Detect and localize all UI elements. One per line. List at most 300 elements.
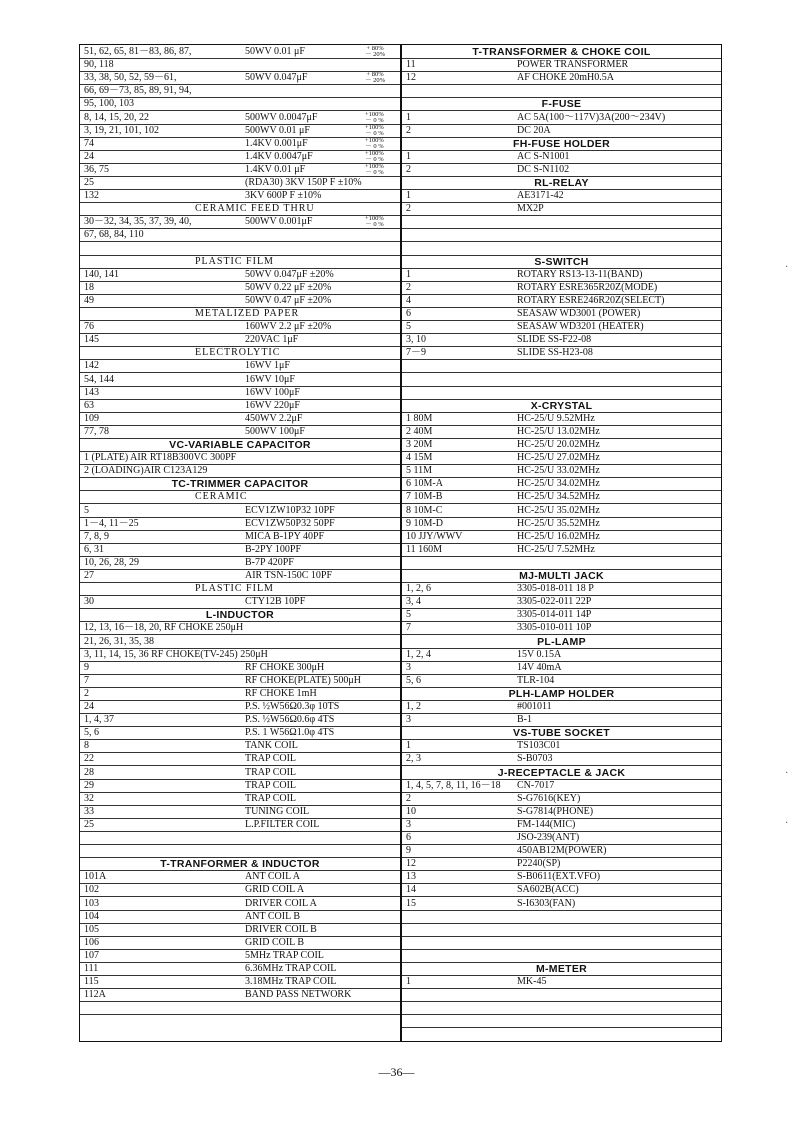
ref-numbers: 1－4, 11－25 <box>84 517 139 529</box>
right-table-row <box>402 243 721 256</box>
ref-numbers: 10 JJY/WWV <box>406 530 463 542</box>
left-table-row <box>80 308 400 321</box>
part-spec: P2240(SP) <box>517 858 561 870</box>
ref-numbers: 109 <box>84 412 99 424</box>
left-table-row <box>80 950 400 963</box>
part-spec: ROTARY ESRE365R20Z(MODE) <box>517 281 658 293</box>
right-table-row <box>402 518 721 531</box>
part-spec: 16WV 10μF <box>245 373 295 385</box>
part-spec: SLIDE SS-H23-08 <box>517 347 593 359</box>
ref-numbers: 143 <box>84 386 99 398</box>
ref-numbers: 140, 141 <box>84 268 119 280</box>
part-spec: CN-7017 <box>517 779 555 791</box>
section-header: L-INDUCTOR <box>205 609 275 622</box>
left-table-row <box>80 832 400 845</box>
right-table-row <box>402 229 721 242</box>
part-spec: 16WV 220μF <box>245 399 300 411</box>
section-header: T-TRANFORMER & INDUCTOR <box>160 858 320 871</box>
part-spec: 3KV 600P F ±10% <box>245 190 322 202</box>
section-header: S-SWITCH <box>534 255 589 268</box>
left-table-row <box>80 400 400 413</box>
ref-numbers: 1 <box>406 268 411 280</box>
part-spec: S-B0703 <box>517 753 553 765</box>
part-spec: FM-144(MIC) <box>517 818 576 830</box>
right-table-row <box>402 531 721 544</box>
tolerance: +100% － 0 % <box>365 163 384 176</box>
left-table-row <box>80 282 400 295</box>
ref-numbers: 14 <box>406 884 416 896</box>
part-spec: 50WV 0.047μF ±20% <box>245 268 334 280</box>
section-header: J-RECEPTACLE & JACK <box>497 766 626 779</box>
right-table-row <box>402 72 721 85</box>
part-spec: 500WV 0.01 μF <box>245 124 310 136</box>
subsection-label: METALIZED PAPER <box>195 308 300 319</box>
right-table-row <box>402 858 721 871</box>
ref-numbers: 7, 8, 9 <box>84 530 109 542</box>
right-table-row <box>402 347 721 360</box>
part-spec: 3.18MHz TRAP COIL <box>245 976 337 988</box>
ref-numbers: 12 <box>406 72 416 84</box>
section-header: M-METER <box>535 963 588 975</box>
right-table-row <box>402 819 721 832</box>
ref-numbers: 5 11M <box>406 465 433 477</box>
ref-numbers: 6, 31 <box>84 543 104 555</box>
ref-numbers: 8 <box>84 740 89 752</box>
ref-numbers: 1 <box>406 976 411 988</box>
ref-numbers: 8 10M-C <box>406 504 443 516</box>
part-spec: HC-25/U 9.52MHz <box>517 412 595 424</box>
ref-numbers: 76 <box>84 321 94 333</box>
subsection-label: ELECTROLYTIC <box>195 347 281 359</box>
part-spec: HC-25/U 7.52MHz <box>517 543 595 555</box>
ref-numbers: 3, 10 <box>406 334 426 346</box>
scan-mark: · <box>785 768 789 779</box>
ref-numbers: 6 <box>406 308 411 319</box>
ref-numbers: 33 <box>84 805 94 817</box>
left-table-row <box>80 518 400 531</box>
left-table-row <box>80 622 400 635</box>
right-table-row <box>402 950 721 963</box>
left-table-row <box>80 387 400 400</box>
part-spec: P.S. ½W56Ω0.3φ 10TS <box>245 701 340 712</box>
part-spec: TS103C01 <box>517 740 561 752</box>
ref-numbers: 1 (PLATE) AIR RT18B300VC 300PF <box>84 452 237 464</box>
left-table-row <box>80 452 400 465</box>
ref-numbers: 25 <box>84 177 94 188</box>
ref-numbers: 2 <box>406 124 411 136</box>
ref-numbers: 7 <box>84 674 89 686</box>
section-header: RL-RELAY <box>534 177 589 189</box>
left-table-row <box>80 295 400 308</box>
left-table-row <box>80 780 400 793</box>
section-header: PLH-LAMP HOLDER <box>508 687 615 700</box>
ref-numbers: 30－32, 34, 35, 37, 39, 40, <box>84 216 192 228</box>
part-spec: B-2PY 100PF <box>245 543 302 555</box>
part-spec: AE3171-42 <box>517 190 564 202</box>
part-spec: 3305-022-011 22P <box>517 596 592 608</box>
ref-numbers: 3 <box>406 661 411 673</box>
left-table-row <box>80 937 400 950</box>
left-table-row <box>80 727 400 740</box>
part-spec: TANK COIL <box>245 740 298 752</box>
ref-numbers: 67, 68, 84, 110 <box>84 229 144 241</box>
ref-numbers: 2, 3 <box>406 753 421 765</box>
ref-numbers: 77, 78 <box>84 425 109 437</box>
right-table-row <box>402 112 721 125</box>
ref-numbers: 9 <box>406 845 411 857</box>
left-table-row <box>80 203 400 216</box>
left-table-row <box>80 347 400 360</box>
left-table-row <box>80 85 400 98</box>
ref-numbers: 9 10M-D <box>406 517 443 529</box>
ref-numbers: 2 <box>406 163 411 175</box>
right-table-row <box>402 609 721 622</box>
section-header: VC-VARIABLE CAPACITOR <box>169 439 311 451</box>
ref-numbers: 11 <box>406 59 416 71</box>
part-spec: DC 20A <box>517 124 551 136</box>
part-spec: TUNING COIL <box>245 805 310 817</box>
part-spec: ANT COIL B <box>245 910 300 922</box>
left-table-row <box>80 138 400 151</box>
left-table-row <box>80 505 400 518</box>
left-table-row <box>80 72 400 85</box>
left-table-row <box>80 465 400 478</box>
right-table-row <box>402 924 721 937</box>
right-table-row <box>402 46 721 59</box>
part-spec: AC S-N1001 <box>517 150 570 162</box>
ref-numbers: 1 80M <box>406 412 433 424</box>
ref-numbers: 3 <box>406 818 411 830</box>
ref-numbers: 11 160M <box>406 543 443 555</box>
right-table-row <box>402 269 721 282</box>
part-spec: 14V 40mA <box>517 661 562 673</box>
part-spec: HC-25/U 13.02MHz <box>517 425 600 437</box>
left-table-row <box>80 583 400 596</box>
tolerance: +100% － 0 % <box>365 137 384 150</box>
tolerance: + 80% － 20% <box>365 72 386 85</box>
left-table-row <box>80 701 400 714</box>
ref-numbers: 6 10M-A <box>406 478 443 490</box>
right-table-row <box>402 387 721 400</box>
tolerance: +100% － 0 % <box>365 216 384 229</box>
part-spec: 50WV 0.047μF <box>245 72 308 84</box>
subsection-label: CERAMIC FEED THRU <box>195 203 315 215</box>
right-table-row <box>402 98 721 111</box>
ref-numbers: 5, 6 <box>84 727 99 739</box>
left-table-row <box>80 819 400 832</box>
ref-numbers: 4 <box>406 294 411 306</box>
section-header: TC-TRIMMER CAPACITOR <box>171 478 309 491</box>
right-table-row <box>402 138 721 151</box>
left-table-row <box>80 151 400 164</box>
ref-numbers: 4 15M <box>406 452 433 464</box>
part-spec: 1.4KV 0.0047μF <box>245 150 313 162</box>
part-spec: HC-25/U 34.52MHz <box>517 491 600 503</box>
section-header: X-CRYSTAL <box>530 399 593 412</box>
ref-numbers: 106 <box>84 936 99 948</box>
right-table-row <box>402 59 721 72</box>
part-spec: SA602B(ACC) <box>517 884 579 896</box>
ref-numbers: 5, 6 <box>406 674 421 686</box>
part-spec: RF CHOKE 300μH <box>245 661 325 673</box>
left-table-row <box>80 924 400 937</box>
part-spec: DRIVER COIL A <box>245 897 317 909</box>
right-table-row <box>402 976 721 989</box>
ref-numbers: 12, 13, 16－18, 20, RF CHOKE 250μH <box>84 622 244 634</box>
ref-numbers: 12 <box>406 858 416 870</box>
part-spec: SLIDE SS-F22-08 <box>517 334 592 346</box>
part-spec: POWER TRANSFORMER <box>517 59 629 71</box>
left-table-row <box>80 190 400 203</box>
part-spec: B-1 <box>517 714 532 726</box>
part-spec: MICA B-1PY 40PF <box>245 530 325 542</box>
part-spec: P.S. 1 W56Ω1.0φ 4TS <box>245 727 335 739</box>
ref-numbers: 24 <box>84 701 94 712</box>
right-table-row <box>402 793 721 806</box>
ref-numbers: 107 <box>84 949 99 961</box>
part-spec: L.P.FILTER COIL <box>245 818 320 830</box>
right-table-row <box>402 937 721 950</box>
right-table-row <box>402 203 721 216</box>
part-spec: DRIVER COIL B <box>245 923 317 935</box>
left-table-row <box>80 609 400 622</box>
left-table-row <box>80 963 400 976</box>
part-spec: 500WV 0.001μF <box>245 216 313 228</box>
part-spec: TRAP COIL <box>245 766 297 778</box>
part-spec: 3305-014-011 14P <box>517 609 592 621</box>
right-table-row <box>402 1015 721 1028</box>
ref-numbers: 8, 14, 15, 20, 22 <box>84 111 149 123</box>
ref-numbers: 1, 2 <box>406 701 421 712</box>
ref-numbers: 103 <box>84 897 99 909</box>
left-table-row <box>80 177 400 190</box>
left-table-row <box>80 753 400 766</box>
ref-numbers: 66, 69－73, 85, 89, 91, 94, <box>84 85 192 97</box>
part-spec: #001011 <box>517 701 552 712</box>
part-spec: 450WV 2.2μF <box>245 412 303 424</box>
part-spec: S-I6303(FAN) <box>517 897 576 909</box>
right-table-row <box>402 216 721 229</box>
ref-numbers: 3, 4 <box>406 596 421 608</box>
left-table-row <box>80 570 400 583</box>
left-table-row <box>80 714 400 727</box>
right-table-row <box>402 452 721 465</box>
ref-numbers: 105 <box>84 923 99 935</box>
right-table-row <box>402 125 721 138</box>
ref-numbers: 63 <box>84 399 94 411</box>
part-spec: AC 5A(100～117V)3A(200～234V) <box>517 111 666 123</box>
ref-numbers: 1 <box>406 190 411 202</box>
left-table-row <box>80 649 400 662</box>
right-table-row <box>402 780 721 793</box>
subsection-label: CERAMIC <box>195 491 248 503</box>
section-header: VS-TUBE SOCKET <box>513 727 610 740</box>
part-spec: MK-45 <box>517 976 547 988</box>
ref-numbers: 7 10M-B <box>406 491 443 503</box>
ref-numbers: 104 <box>84 910 99 922</box>
ref-numbers: 7 <box>406 622 411 634</box>
left-table-row <box>80 636 400 649</box>
part-spec: 6.36MHz TRAP COIL <box>245 963 337 974</box>
ref-numbers: 1 <box>406 111 411 123</box>
ref-numbers: 49 <box>84 294 94 306</box>
part-spec: 15V 0.15A <box>517 648 562 660</box>
ref-numbers: 29 <box>84 779 94 791</box>
subsection-label: PLASTIC FILM <box>195 255 274 267</box>
ref-numbers: 1, 4, 5, 7, 8, 11, 16－18 <box>406 779 501 791</box>
part-spec: ROTARY RS13-13-11(BAND) <box>517 268 643 280</box>
page-number: —36— <box>378 1065 415 1079</box>
left-table-row <box>80 59 400 72</box>
part-spec: ECV1ZW10P32 10PF <box>245 504 335 516</box>
ref-numbers: 51, 62, 65, 81－83, 86, 87, <box>84 46 192 57</box>
right-table-row <box>402 85 721 98</box>
part-spec: HC-25/U 33.02MHz <box>517 465 600 477</box>
ref-numbers: 142 <box>84 360 99 372</box>
tolerance: +100% － 0 % <box>365 150 384 163</box>
ref-numbers: 112A <box>84 989 106 1001</box>
ref-numbers: 24 <box>84 150 94 162</box>
left-table-row <box>80 845 400 858</box>
left-table-row <box>80 884 400 897</box>
ref-numbers: 5 <box>84 504 89 516</box>
part-spec: MX2P <box>517 203 544 215</box>
ref-numbers: 15 <box>406 897 416 909</box>
part-spec: 1.4KV 0.01 μF <box>245 163 306 175</box>
part-spec: CTY12B 10PF <box>245 596 306 608</box>
scan-mark: · <box>785 818 789 829</box>
ref-numbers: 3 20M <box>406 439 433 450</box>
part-spec: GRID COIL B <box>245 936 305 948</box>
scan-mark: · <box>785 262 789 273</box>
part-spec: HC-25/U 16.02MHz <box>517 530 600 542</box>
left-table-row <box>80 112 400 125</box>
left-table-row <box>80 321 400 334</box>
ref-numbers: 1, 4, 37 <box>84 714 114 726</box>
right-table-row <box>402 308 721 321</box>
left-table-row <box>80 662 400 675</box>
ref-numbers: 27 <box>84 570 94 581</box>
right-table-row <box>402 963 721 976</box>
part-spec: AIR TSN-150C 10PF <box>245 570 333 581</box>
right-table-row <box>402 374 721 387</box>
left-table-row <box>80 164 400 177</box>
part-spec: 1.4KV 0.001μF <box>245 137 308 149</box>
ref-numbers: 18 <box>84 281 94 293</box>
part-spec: 16WV 1μF <box>245 360 290 372</box>
part-spec: (RDA30) 3KV 150P F ±10% <box>245 177 362 188</box>
part-spec: ECV1ZW50P32 50PF <box>245 517 335 529</box>
right-table-row <box>402 439 721 452</box>
left-table-row <box>80 478 400 491</box>
left-table-row <box>80 1002 400 1015</box>
part-spec: TRAP COIL <box>245 753 297 765</box>
right-table-row <box>402 806 721 819</box>
part-spec: 220VAC 1μF <box>245 334 299 346</box>
ref-numbers: 132 <box>84 190 99 202</box>
ref-numbers: 1 <box>406 740 411 752</box>
ref-numbers: 32 <box>84 792 94 804</box>
right-table-row <box>402 898 721 911</box>
part-spec: TRAP COIL <box>245 779 297 791</box>
ref-numbers: 3, 11, 14, 15, 36 RF CHOKE(TV-245) 250μH <box>84 648 268 660</box>
tolerance: +100% － 0 % <box>365 111 384 124</box>
right-table-row <box>402 767 721 780</box>
right-table-row <box>402 675 721 688</box>
ref-numbers: 13 <box>406 871 416 883</box>
right-table-row <box>402 871 721 884</box>
right-table-row <box>402 845 721 858</box>
ref-numbers: 90, 118 <box>84 59 114 71</box>
left-table-row <box>80 858 400 871</box>
right-table-row <box>402 832 721 845</box>
ref-numbers: 101A <box>84 871 107 883</box>
right-table-row <box>402 1002 721 1015</box>
left-table-row <box>80 125 400 138</box>
ref-numbers: 2 40M <box>406 425 433 437</box>
part-spec: RF CHOKE 1mH <box>245 687 317 699</box>
right-table-row <box>402 727 721 740</box>
ref-numbers: 3, 19, 21, 101, 102 <box>84 124 159 136</box>
part-spec: AF CHOKE 20mH0.5A <box>517 72 614 84</box>
ref-numbers: 28 <box>84 766 94 778</box>
left-table-row <box>80 871 400 884</box>
part-spec: B-7P 420PF <box>245 556 294 568</box>
left-table-row <box>80 688 400 701</box>
right-table-row <box>402 583 721 596</box>
left-table-row <box>80 256 400 269</box>
ref-numbers: 7－9 <box>406 347 426 359</box>
ref-numbers: 1, 2, 4 <box>406 648 431 660</box>
section-header: PL-LAMP <box>537 635 586 648</box>
section-header: T-TRANSFORMER & CHOKE COIL <box>472 46 651 58</box>
left-table-row <box>80 806 400 819</box>
right-table-row <box>402 426 721 439</box>
part-spec: RF CHOKE(PLATE) 500μH <box>245 674 361 686</box>
right-table-row <box>402 413 721 426</box>
part-spec: ROTARY ESRE246R20Z(SELECT) <box>517 294 665 306</box>
left-table-row <box>80 544 400 557</box>
ref-numbers: 54, 144 <box>84 373 114 385</box>
ref-numbers: 21, 26, 31, 35, 38 <box>84 635 154 647</box>
part-spec: DC S-N1102 <box>517 163 570 175</box>
ref-numbers: 6 <box>406 832 411 843</box>
right-table-row <box>402 911 721 924</box>
part-spec: HC-25/U 34.02MHz <box>517 478 600 490</box>
ref-numbers: 2 <box>406 792 411 804</box>
part-spec: 3305-010-011 10P <box>517 622 592 634</box>
tolerance: +100% － 0 % <box>365 124 384 137</box>
part-spec: HC-25/U 35.02MHz <box>517 504 600 516</box>
part-spec: S-G7616(KEY) <box>517 792 581 804</box>
ref-numbers: 5 <box>406 321 411 333</box>
left-table-row <box>80 216 400 229</box>
right-table-row <box>402 662 721 675</box>
part-spec: HC-25/U 20.02MHz <box>517 439 600 450</box>
right-table-row <box>402 505 721 518</box>
left-table-row <box>80 898 400 911</box>
tolerance: + 80% － 20% <box>365 46 386 58</box>
ref-numbers: 3 <box>406 714 411 726</box>
right-table-row <box>402 256 721 269</box>
section-header: F-FUSE <box>541 98 582 111</box>
part-spec: GRID COIL A <box>245 884 305 896</box>
left-table-row <box>80 976 400 989</box>
part-spec: SEASAW WD3001 (POWER) <box>517 308 641 319</box>
right-table-row <box>402 740 721 753</box>
ref-numbers: 30 <box>84 596 94 608</box>
left-table-row <box>80 439 400 452</box>
